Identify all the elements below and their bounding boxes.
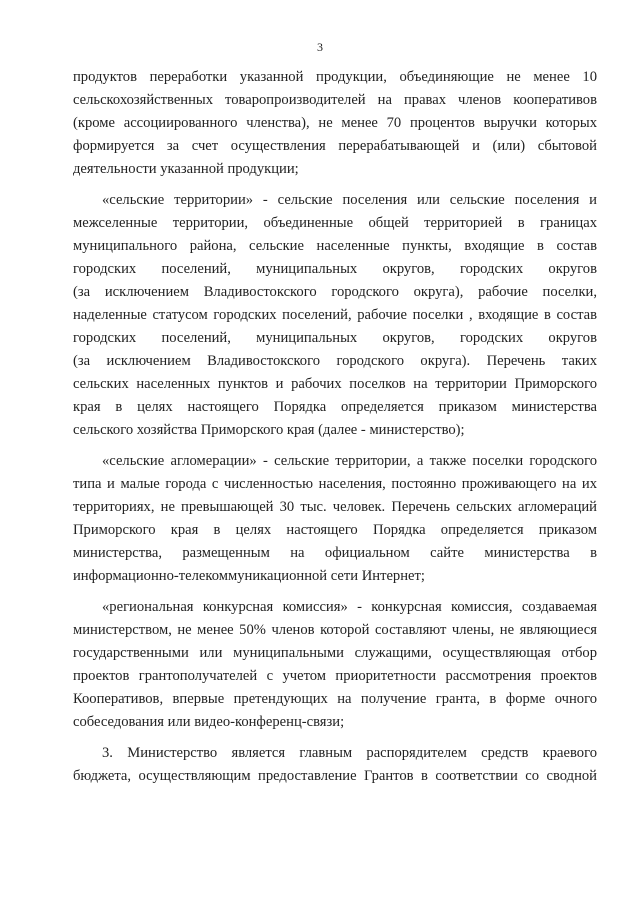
text-line: края в целях настоящего Порядка определяется приказом министерства: [73, 399, 597, 415]
paragraph-4: [73, 596, 597, 734]
text-line: информационно-телекоммуникационной сети Интернет;: [73, 568, 425, 584]
text-line: «сельские агломерации» - сельские территории, а также поселки городского: [102, 453, 597, 469]
document-body: [73, 66, 597, 788]
text-line: государственными или муниципальными служащими, осуществляющая отбор: [73, 645, 597, 661]
text-line: сельских населенных пунктов и рабочих поселков на территории Приморского: [73, 376, 597, 392]
text-line: городских поселений, муниципальных округов, городских округов: [73, 261, 597, 277]
text-line: межселенные территории, объединенные общей территорией в границах: [73, 215, 597, 231]
paragraph-1: [73, 66, 597, 181]
text-line: собеседования или видео-конференц-связи;: [73, 714, 345, 730]
text-line: формируется за счет осуществления перерабатывающей и (или) сбытовой: [73, 138, 597, 154]
text-line: 3. Министерство является главным распорядителем средств краевого: [102, 745, 597, 761]
text-line: министерства, размещенным на официальном сайте министерства в: [73, 545, 597, 561]
text-line: (за исключением Владивостокского городского округа). Перечень таких: [73, 353, 597, 369]
text-line: проектов грантополучателей с учетом приоритетности рассмотрения проектов: [73, 668, 597, 684]
text-line: типа и малые города с численностью населения, постоянно проживающего на их: [73, 476, 597, 492]
text-line: «сельские территории» - сельские поселения или сельские поселения и: [102, 192, 597, 208]
text-line: продуктов переработки указанной продукции, объединяющие не менее 10: [73, 69, 597, 85]
text-line: (за исключением Владивостокского городского округа), рабочие поселки,: [73, 284, 597, 300]
text-line: сельскохозяйственных товаропроизводителей на правах членов кооперативов: [73, 92, 597, 108]
text-line: наделенные статусом городских поселений, рабочие поселки , входящие в состав: [73, 307, 597, 323]
text-line: министерством, не менее 50% членов которой составляют члены, не являющиеся: [73, 622, 597, 638]
text-line: деятельности указанной продукции;: [73, 161, 299, 177]
text-line: муниципального района, сельские населенные пункты, входящие в состав: [73, 238, 597, 254]
text-line: бюджета, осуществляющим предоставление Грантов в соответствии со сводной: [73, 768, 597, 784]
text-line: сельского хозяйства Приморского края (далее - министерство);: [73, 422, 465, 438]
text-line: «региональная конкурсная комиссия» - конкурсная комиссия, создаваемая: [102, 599, 597, 615]
text-line: городских поселений, муниципальных округов, городских округов: [73, 330, 597, 346]
text-line: территориях, не превышающей 30 тыс. человек. Перечень сельских агломераций: [73, 499, 597, 515]
paragraph-2: [73, 189, 597, 442]
text-line: Кооперативов, впервые претендующих на получение гранта, в форме очного: [73, 691, 597, 707]
paragraph-5: [73, 742, 597, 788]
text-line: Приморского края в целях настоящего Порядка определяется приказом: [73, 522, 597, 538]
page-number: 3: [317, 40, 323, 54]
text-line: (кроме ассоциированного членства), не менее 70 процентов выручки которых: [73, 115, 597, 131]
paragraph-3: [73, 450, 597, 588]
